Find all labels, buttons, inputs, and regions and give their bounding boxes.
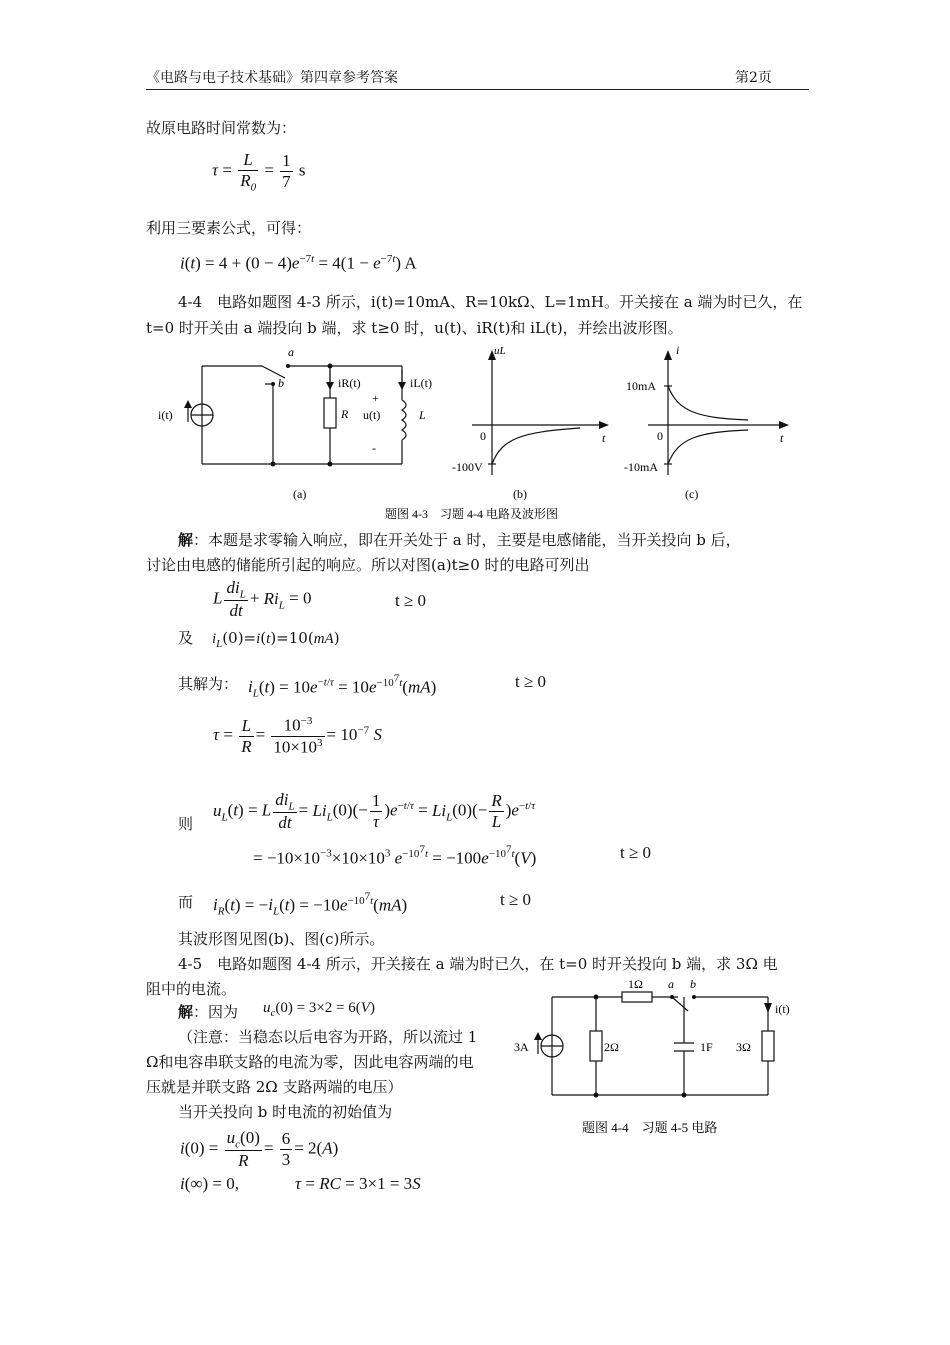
equation-iR: $i_R(t) = -i_L(t) = -10e^{-10^7t}(mA)$ <box>213 890 408 918</box>
equation-differential: L $\frac{di_L}{dt}$ + $Ri_L = 0$ <box>213 578 312 621</box>
figure-4-3 <box>150 340 800 525</box>
label-i-axis: i <box>676 343 680 357</box>
label-t-axis-c: t <box>780 431 784 445</box>
label-t-axis-b: t <box>602 431 606 445</box>
equation-i-infinity: i(∞) = 0, <box>180 1174 240 1193</box>
label-R: R <box>341 407 349 421</box>
equation-uL-line1: $u_L(t) = L$ $\frac{di_L}{dt}$ = $Li_L(0)(-$ $\frac{1}{\tau}$ )$e^{-t/\tau} = Li_L(0)(-$ $\frac{R}{L}$ )$e^{-t/\tau}$ <box>213 790 536 833</box>
label-3ohm: 3Ω <box>736 1040 751 1054</box>
equation-iL-solution: $i_L(t) = 10e^{-t/\tau} = 10e^{-10^7t}(mA)$ <box>248 672 437 700</box>
label-1ohm: 1Ω <box>628 977 643 991</box>
label-switch-b-45: b <box>690 977 696 991</box>
equation-uc0: $u_c(0) = 3\times 2 = 6(V)$ <box>263 1000 375 1019</box>
text-solution-label: 其解为： <box>178 675 239 693</box>
figure-4-4-caption: 题图 4-4 习题 4-5 电路 <box>582 1120 718 1135</box>
page-number: 第2页 <box>735 70 772 86</box>
label-switch-a: a <box>288 345 294 359</box>
equation-iR-condition: t ≥ 0 <box>500 890 532 909</box>
label-source: i(t) <box>158 408 173 422</box>
label-minus: - <box>372 441 376 455</box>
note-line2: Ω和电容串联支路的电流为零，因此电容两端的电 <box>146 1053 474 1071</box>
note-line3: 压就是并联支路 2Ω 支路两端的电压） <box>146 1078 403 1096</box>
header-rule <box>146 89 809 90</box>
paragraph-three-element: 利用三要素公式，可得： <box>146 219 312 237</box>
label-fig-b: (b) <box>513 487 527 501</box>
figure-4-4 <box>512 975 807 1140</box>
label-fig-a: (a) <box>293 487 307 501</box>
paragraph-time-constant: 故原电路时间常数为： <box>146 119 297 137</box>
equation-iL-condition: t ≥ 0 <box>515 672 547 691</box>
label-1f: 1F <box>700 1040 713 1054</box>
equation-uL-condition: t ≥ 0 <box>620 843 652 862</box>
label-10ma: 10mA <box>626 379 656 393</box>
figure-4-3-caption: 题图 4-3 习题 4-4 电路及波形图 <box>385 507 558 521</box>
label-3a: 3A <box>514 1040 529 1054</box>
label-2ohm: 2Ω <box>604 1040 619 1054</box>
solution-4-5-because: 解：因为 <box>178 1003 239 1021</box>
label-minus-10ma: -10mA <box>624 460 658 474</box>
label-uL-axis: uL <box>494 345 506 357</box>
note-line1: （注意：当稳态以后电容为开路，所以流过 1 <box>178 1028 478 1046</box>
equation-tau-original: τ = $\frac{L}{R_0}$ = $\frac{1}{7}$ s <box>212 150 306 194</box>
equation-i0: i(0) = $\frac{u_c(0)}{R}$ = $\frac{6}{3}$ = 2(A) <box>180 1128 339 1171</box>
solution-4-4-line2: 讨论由电感的储能所引起的响应。所以对图(a)t≥0 时的电路可列出 <box>146 556 590 574</box>
label-plus: + <box>372 391 379 405</box>
label-L: L <box>419 408 426 422</box>
label-minus-100v: -100V <box>452 460 483 474</box>
equation-tau-45: τ = RC = 3×1 = 3S <box>295 1174 421 1193</box>
text-initial-value: 当开关投向 b 时电流的初始值为 <box>178 1103 393 1121</box>
label-origin-c: 0 <box>657 429 663 443</box>
page-header-title: 《电路与电子技术基础》第四章参考答案 <box>146 70 398 86</box>
label-it-45: i(t) <box>775 1002 790 1016</box>
label-iL: iL(t) <box>410 376 432 390</box>
waveform-c <box>648 354 785 475</box>
problem-4-4-line2: t=0 时开关由 a 端投向 b 端，求 t≥0 时，u(t)、iR(t)和 iL(t)，并绘出波形图。 <box>146 319 683 337</box>
equation-tau-44: τ = $\frac{L}{R}$ = $\frac{10^{-3}}{10\times 10^3}$ = $10^{-7}$ S <box>213 715 382 757</box>
text-and: 及 <box>178 629 194 647</box>
text-then: 则 <box>178 815 194 833</box>
text-and2: 而 <box>178 893 194 911</box>
problem-4-5-line1: 4-5 电路如题图 4-4 所示，开关接在 a 端为时已久，在 t=0 时开关投向 b 端，求 3Ω 电 <box>178 955 778 973</box>
solution-4-4-line1: 解：本题是求零输入响应，即在开关处于 a 时，主要是电感储能，当开关投向 b 后， <box>178 531 741 549</box>
problem-4-4-line1: 4-4 电路如题图 4-3 所示，i(t)=10mA、R=10kΩ、L=1mH。开关接在 a 端为时已久，在 <box>178 293 803 311</box>
label-u: u(t) <box>363 408 381 422</box>
waveform-b <box>472 354 605 475</box>
label-switch-a-45: a <box>668 977 674 991</box>
label-iR: iR(t) <box>338 376 361 390</box>
equation-uL-line2: = $-10\times 10^{-3}\times 10\times 10^3$ $e^{-10^7t} = -100e^{-10^7t}(V)$ <box>253 843 537 868</box>
label-fig-c: (c) <box>685 487 699 501</box>
equation-differential-condition: t ≥ 0 <box>395 591 427 610</box>
equation-i-of-t: $i(t) = 4 + (0 - 4)e^{-7t} = 4(1 - e^{-7t})$ A <box>180 253 417 273</box>
equation-initial-condition: $i_L(0)=i(t)=10(mA)$ <box>212 629 340 650</box>
problem-4-5-line2: 阻中的电流。 <box>146 980 237 998</box>
label-origin-b: 0 <box>480 429 486 443</box>
text-waveform-ref: 其波形图见图(b)、图(c)所示。 <box>178 930 385 948</box>
label-switch-b: b <box>278 376 284 390</box>
